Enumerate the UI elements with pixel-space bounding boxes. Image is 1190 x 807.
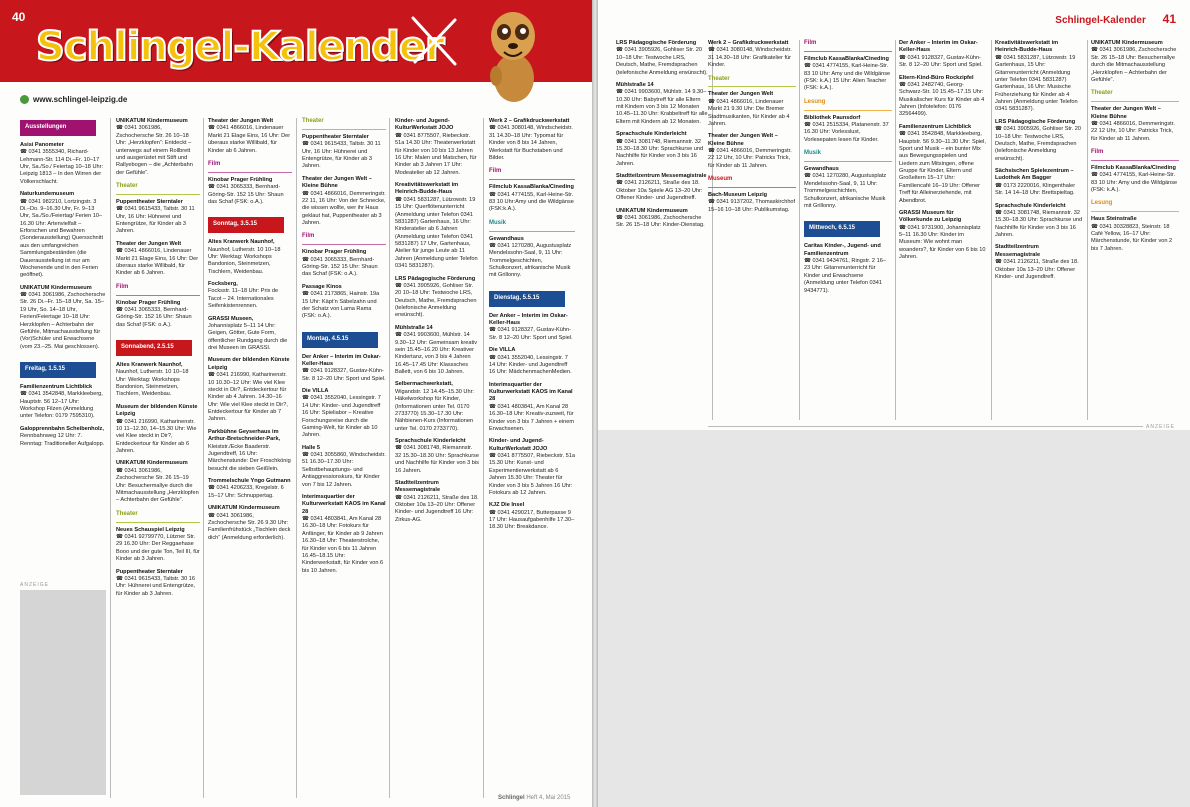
list-item: Theater der Jungen Welt – Kleine Bühne ☎ 0341 4866016, Demmeringstr. 22 12 Uhr, 10 Uhr: Patricks Trick, für Kinder ab 11 Jahren. [708,133,792,169]
column-12 [1091,40,1179,258]
list-item: Filmclub KassaBlanka/Cineding ☎ 0341 4774155, Karl-Heine-Str. 83 10 Uhr: Amy und die Wildgänse (FSK: k.A.). [1091,164,1178,194]
column-divider [110,118,111,798]
ad-placeholder [598,430,1190,807]
list-item: Naturkundemuseum ☎ 0341 982210, Lortzingstr. 3 Di.–Do. 9–16.30 Uhr, Fr. 9–13 Uhr, Sa./So./Feiertag/ Ferien 10–16.30 Uhr: Artenvielfalt – Erforschen und Bewahren (Sonderausstellung) Quersschnitt aus den umfangreichen Sammlungsbeständen (die Dauerausstellung ist nur am Wochenende und in den Ferien geöffnet). [20,191,104,279]
column-5 [395,118,479,529]
list-item: Eltern-Kind-Büro Rockzipfel ☎ 0341 2482740, Georg-Schwarz-Str. 10 15.45–17.15 Uhr: Musikalischer Kurs für Kinder ab 4 Jahren (Infotelefon: 0176 32564499). [899,74,985,118]
list-item: Sprachschule Kinderleicht ☎ 0341 3081748, Riemannstr. 32 15.30–18.30 Uhr: Sprachkurse und Nachhilfe für Kinder von 3 bis 16 Jahren. [395,438,479,474]
list-item: Galopprennbahn Scheibenholz, Rennbahnweg 12 Uhr: 7. Renntag: Traditioneller Aufgalopp. [20,425,105,447]
list-item: UNIKATUM Kindermuseum ☎ 0341 3061986, Zschochersche Str. 26 15–19 Uhr: Besuchermallye durch die Mitmachausstellung „Herzklopfen – Achterbahn der Gefühle“. [116,460,199,504]
list-item: UNIKATUM Kindermuseum ☎ 0341 3061986, Zschochersche Str. 26 10–18 Uhr: „Herzklopfen“: Entdeckt – unterwegs auf einem Rollbrett und ausgerüstet mit Stift und Rallyebogen – die „Achterbahn der Gefühle“. [116,118,193,176]
list-item: Puppentheater Sterntaler ☎ 0341 9615433, Taltstr. 30 11 Uhr, 16 Uhr: Hühnerei und Entengrütze, für Kinder ab 3 Jahren. [302,133,381,170]
list-item: UNIKATUM Kindermuseum ☎ 0341 3061986, Zschochersche Str. 26 15–18 Uhr: Besucherrallye durch die Mitmachausstellung „Herzklopfen – Achterbahn der Gefühle“. [1091,40,1177,83]
category-heading: Museum [708,176,796,188]
list-item: GRASSI Museen, Johannisplatz 5–11 14 Uhr: Geigen, Götter, Gute Form, öffentlicher Rundgang durch die drei Museen im GRASSI. [208,315,288,352]
list-item: Kreativitätswerkstatt im Heinrich-Budde-Haus ☎ 0341 5831287, Lützowstr. 19 15 Uhr: Querflötenunterricht (Anmeldung unter Telefon 0341 5831287) Gartenhaus, 16 Uhr: Kinderatelier ab 6 Jahren (Anmeldung unter Telefon 0341 5831287) 17 Uhr, Gartenhaus, Atelier für junge Leute ab 11 Jahren (Anmeldung unter Telefon 0341 5831287). [395,182,478,270]
list-item: GRASSI Museum für Völkerkunde zu Leipzig ☎ 0341 9731900, Johannisplatz 5–11 16.30 Uhr: Kinder im Museum: Wie wohnt man woanders?, für Kinder von 6 bis 10 Jahren. [899,209,986,261]
list-item: Interimsquartier der Kulturwerkstatt KAOS im Kanal 28 ☎ 0341 4803841, Am Kanal 28 16.30–18 Uhr: Fotokurs für Anfänger, für Kinder ab 9 Jahren 16.30–18 Uhr: Theaterstrolche, für Kinder von 6 bis 11 Jahren 16.45–18.15 Uhr: Kinderwerkstatt, für Kinder von 6 bis 10 Jahren. [302,493,386,574]
column-10 [899,40,987,267]
page-number: 40 [12,10,26,24]
list-item: Sprachschule Kinderleicht ☎ 0341 3081748, Riemannstr. 32 15.30–18.30 Uhr: Sprachkurse und Nachhilfe für Kinder von 3 bis 16 Jahren. [995,202,1083,238]
list-item: Altes Kranwerk Naunhof, Naunhof, Lutherstr. 10 10–18 Uhr: Werktag: Workshops Bandonion, Steinmetzen, Tischlern, Weidenbau. [208,239,281,275]
day-heading: Sonnabend, 2.5.15 [116,340,192,356]
day-heading: Dienstag, 5.5.15 [489,291,565,307]
list-item: Theater der Jungen Welt – Kleine Bühne ☎ 0341 4866016, Demmeringstr. 22 11, 16 Uhr: Von der Schnecke, die wissen wollte, wer ihr Haus geklaut hat, Puppentheater ab 3 Jahren. [302,175,386,227]
list-item: UNIKATUM Kindermuseum ☎ 0341 3061986, Zschochersche Str. 26 15–18 Uhr: Kinder-Dienstag. [616,207,705,229]
footer-issue: Heft 4, Mai 2015 [526,795,571,801]
list-item: Kinder- und Jugend-KulturWerkstatt JOJO ☎ 0341 8775507, Riebeckstr. 51a 15.30 Uhr: Kunst- und Experimentierwerkstatt ab 6 Jahren 15.30 Uhr: Theater für Kinder von 3 bis 5 Jahren 16 Uhr: Fotokurs ab 12 Jahren. [489,438,575,496]
list-item: Selbermachwerkstatt, Wigandstr. 12 14.45–15.30 Uhr: Häkelworkshop für Kinder, (Informationen unter Tel. 0170 2733770) 15.30–17.30 Uhr: Nähbienen-Kurs (Informationen unter Tel. 0170 2733770). [395,381,474,432]
list-item: Bach-Museum Leipzig ☎ 0341 9137202, Thomaskirchhof 15–16 10–18 Uhr: Publikumstag. [708,192,796,213]
column-1 [20,114,106,453]
logo [36,22,444,72]
column-9 [804,40,892,300]
website-url: www.schlingel-leipzig.de [33,95,128,104]
category-heading: Musik [804,150,892,162]
day-heading: Mittwoch, 6.5.15 [804,221,880,237]
column-8 [708,40,796,219]
list-item: Filmclub KassaBlanka/Cineding ☎ 0341 4774155, Karl-Heine-Str. 83 10 Uhr: Amy und die Wildgänse (FSK: k.A.) 15 Uhr: Alien Teacher (FSK: k.A.). [804,55,891,92]
column-3 [208,118,292,547]
globe-icon [20,95,29,104]
list-item: Theater der Jungen Welt ☎ 0341 4866016, Lindenauer Markt 21 Elage Eins, 16 Uhr: Der überaus starke Willibald, für Kinder ab 6 Jahren. [116,240,199,277]
list-item: Werk 2 – Grafikdruckwerkstatt ☎ 0341 3080148, Windscheidstr. 31 14.30–18 Uhr: Typomat für Kinder von 8 bis 14 Jahren, Werkstatt für Buchstaben und Bilder. [489,118,573,161]
list-item: Mühlstraße 14 ☎ 0341 9903600, Mühlstr. 14 9.30–10.30 Uhr: Babytreff für alle Eltern mit Kindern von 3 bis 12 Monaten 10.45–11.30 Uhr: Krabbeltreff für alle Eltern mit Kindern ab 12 Monaten. [616,81,708,125]
column-7 [616,40,708,235]
list-item: LRS Pädagogische Förderung ☎ 0341 3905926, Gohliser Str. 20 10–18 Uhr: Testwoche LRS, Deutsch, Mathe, Fremdsprachen (telefonische Anmeldung erwünscht). [395,275,477,319]
column-divider [1087,40,1088,420]
list-item: UNIKATUM Kindermuseum ☎ 0341 3061986, Zschochersche Str. 26 Di.–Fr. 15–18 Uhr, Sa. 15–19 Uhr, So. 14–18 Uhr, Ferien/Feiertage 10–18 Uhr: Herzklopfen – Achterbahn der Gefühle, Mitmachausstellung für (Vor)Schüler und Erwachsene (vom 23.–25. Mai geschlossen). [20,284,106,350]
category-heading: Theater [302,118,386,130]
list-item: Gewandhaus ☎ 0341 1270280, Augustusplatz Mendelssohn-Saal, 9, 11 Uhr: Trommelgeschichten, Schulkonzert, afrikanische Musik mit Grillonny. [489,235,572,279]
list-item: Museum der bildenden Künste Leipzig ☎ 0341 216990, Katharinenstr. 10 11–12.30, 14–15.30 Uhr: Wie viel Klee steckt in Dir?, Entdeckertour für Kinder ab 6 Jahren. [116,403,198,455]
list-item: Der Anker – Interim im Oskar-Keller-Haus ☎ 0341 9128327, Gustav-Kühn-Str. 8 12–20 Uhr: Sport und Spiel. [302,353,386,382]
day-heading: Montag, 4.5.15 [302,332,378,348]
category-heading: Film [804,40,892,52]
ad-label: ANZEIGE [1143,424,1178,430]
list-item: Haus Steinstraße ☎ 0341 30328823, Steinstr. 18 Café Yellow, 16–17 Uhr: Märchenstunde, für Kinder von 2 bis 7 Jahren. [1091,216,1173,252]
list-item: Der Anker – Interim im Oskar-Keller-Haus ☎ 0341 9128327, Gustav-Kühn-Str. 8 12–20 Uhr: Sport und Spiel. [899,40,983,69]
left-page [0,0,592,807]
list-item: Stadtteilzentrum Messemagistrale ☎ 0341 2126211, Straße des 18. Oktober 10a 13–20 Uhr: Offener Kinder- und Jugendtreff. [995,244,1079,280]
list-item: Kinobar Prager Frühling ☎ 0341 3065333, Bernhard-Göring-Str. 152 15 Uhr: Shaun das Schaf (FSK: o.A.). [302,249,378,278]
list-item: KJZ Die Insel ☎ 0341 4290217, Butterpasse 9 17 Uhr: Hausaufgabenhilfe 17.30–18.30 Uhr: Breakdance. [489,502,575,531]
category-heading: Lesung [1091,200,1179,212]
footer-brand: Schlingel [498,795,525,801]
page-number: 41 [1162,12,1176,26]
list-item: Sprachschule Kinderleicht ☎ 0341 3081748, Riemannstr. 32 15.30–18.30 Uhr: Sprachkurse und Nachhilfe für Kinder von 3 bis 16 Jahren. [616,131,704,167]
column-6 [489,118,575,537]
list-item: Kinder- und Jugend-KulturWerkstatt JOJO ☎ 0341 8775507, Riebeckstr. 51a 14.30 Uhr: Theaterwerkstatt für Kinder von 10 bis 13 Jahren 16 Uhr: Malen und Matschen, für Kinder ab 3 Jahren 17 Uhr: Modeatelier ab 12 Jahren. [395,118,477,176]
list-item: Parkbühne Geyserhaus im Arthur-Bretschneider-Park, Kleiststr./Ecke Baaderstr. Jugendtreff, 16 Uhr: Märchenstunde: Der Froschkönig besucht die sieben Geißlein. [208,428,291,472]
list-item: Trommelschule Yngo Gutmann ☎ 0341 4206233, Kregelstr. 6 15–17 Uhr: Schnuppertag. [208,478,291,499]
list-item: Kinobar Prager Frühling ☎ 0341 3065333, Bernhard-Göring-Str. 152 16 Uhr: Shaun das Schaf (FSK: o.A.). [116,299,192,328]
category-heading: Film [116,284,200,296]
logo-text: Schlingel-Kalender [36,24,444,70]
list-item: Gewandhaus ☎ 0341 1270280, Augustusplatz Mendelssohn-Saal, 9, 11 Uhr: Trommelgeschichten, Schulkonzert, afrikanische Musik mit Grillonny. [804,166,887,209]
list-item: Die VILLA ☎ 0341 3552040, Lessingstr. 7 14 Uhr: Kinder- und Jugendtreff 16 Uhr: Spieliabor – Kreative Forschungsreise durch die Gaming-Welt, für Kinder ab 10 Jahren. [302,388,381,439]
list-item: Focksberg, Focksstr. 11–18 Uhr: Prix de Tacot – 24. Internationales Seifenkistenrennen. [208,281,279,310]
category-heading: Film [1091,149,1179,161]
list-item: Die VILLA ☎ 0341 3552040, Lessingstr. 7 14 Uhr: Kinder- und Jugendtreff 16 Uhr: MädchenmachenMedien. [489,347,572,376]
meerkat-mascot-icon [478,6,548,107]
category-heading: Film [208,161,292,173]
page-footer [498,795,570,801]
list-item: Kinobar Prager Frühling ☎ 0341 3065333, Bernhard-Göring-Str. 152 15 Uhr: Shaun das Schaf (FSK: o.A.). [208,176,284,205]
column-divider [483,118,484,798]
list-item: Theater der Jungen Welt ☎ 0341 4866016, Lindenauer Markt 21 Elage Eins, 16 Uhr: Der überaus starke Willibald, für Kinder ab 6 Jahren. [208,118,291,154]
list-item: Neues Schauspiel Leipzig ☎ 0341 92799770, Lützner Str. 29 16.30 Uhr: Der Reggaehase Booo und der gute Ton, Teil III, für Kinder ab 3 Jahren. [116,526,200,563]
page-title: Schlingel-Kalender [1055,15,1146,26]
list-item: LRS Pädagogische Förderung ☎ 0341 3905926, Gohliser Str. 20 10–18 Uhr: Testwoche LRS, Deutsch, Mathe, Fremdsprachen (telefonische Anmeldung erwünscht). [995,118,1081,162]
list-item: Filmclub KassaBlanka/Cineding ☎ 0341 4774155, Karl-Heine-Str. 83 10 Uhr:Amy und die Wildgänse (FSK:k.A.). [489,184,574,213]
list-item: LRS Pädagogische Förderung ☎ 0341 3905926, Gohliser Str. 20 10–18 Uhr: Testwoche LRS, Deutsch, Mathe, Fremdsprachen (telefonische Anmeldung erwünscht). [616,40,708,76]
list-item: Caritas Kinder-, Jugend- und Familienzentrum ☎ 0341 9434761, Ringstr. 2 16–23 Uhr: Gitarrenunterricht für Kinder und Erwachsene (Anmeldung unter Telefon 0341 9434771). [804,243,886,294]
list-item: Stadtteilzentrum Messemagistrale ☎ 0341 2126211, Straße des 18. Oktober 10a Spiele AG 13–20 Uhr: Offener Kinder- und Jugendtreff. [616,173,707,202]
category-heading: Theater [1091,90,1179,102]
website-link[interactable] [20,95,127,104]
list-item: Interimsquartier der Kulturwerkstatt KAOS im Kanal 28 ☎ 0341 4803841, Am Kanal 28 16.30–18 Uhr: Kreativ-zuzweit, für Kinder von 3 bis 7 Jahren + einem Erwachsenen. [489,381,575,432]
category-heading: Theater [116,183,200,195]
cross-decoration-icon [405,12,463,75]
list-item: Bibliothek Paunsdorf ☎ 0341 2515334, Platanenstr. 37 16.30 Uhr: Vorlesslust, Vorlesepaten lesen für Kinder. [804,114,889,143]
ad-divider [708,426,1178,427]
list-item: Puppentheater Sterntaler ☎ 0341 9615433, Taltstr. 30 11 Uhr, 16 Uhr: Hühnerei und Entengrütze, für Kinder ab 3 Jahren. [116,198,195,235]
category-heading: Film [302,233,386,245]
category-heading: Film [489,168,575,180]
right-page [598,0,1190,807]
list-item: Altes Kranwerk Naunhof, Naunhof, Lutherstr. 10 10–18 Uhr: Werktag: Workshops Bandonion, Steinmetzen, Tischlern, Weidenbau. [116,361,189,398]
column-divider [991,40,992,420]
column-divider [389,118,390,798]
category-heading: Lesung [804,99,892,111]
column-2 [116,118,200,603]
day-heading: Sonntag, 3.5.15 [208,217,284,233]
category-heading: Ausstellungen [20,120,96,136]
right-page-header [1055,12,1176,26]
list-item: Asisi Panometer ☎ 0341 3555340, Richard-Lehmann-Str. 114 Di.–Fr. 10–17 Uhr, Sa./So./ Feiertag 10–18 Uhr: Leipzig 1813 – In den Wirren der Völkerschlacht. [20,141,104,185]
column-divider [296,118,297,798]
list-item: Sächsischen Spielezentrum – Ludothek Am Bagger ☎ 0173 2220016, Klingenthaler Str. 14 14–18 Uhr: Brettspieltag. [995,168,1076,197]
list-item: Museum der bildenden Künste Leipzig ☎ 0341 216990, Katharinenstr. 10 10.30–12 Uhr: Wie viel Klee steckt in Dir?, Entdeckertour für Kinder ab 4 Jahren. 14.30–16 Uhr: Wie viel Klee steckt in Dir?, Entdeckertour für Kinder ab 7 Jahren. [208,357,290,423]
list-item: UNIKATUM Kindermuseum ☎ 0341 3061986, Zschochersche Str. 26 9.30 Uhr: Familienfrühstück „Tischlein deck dich“ (Anmeldung erforderlich). [208,505,291,541]
column-divider [203,118,204,798]
list-item: Stadtteilzentrum Messemagistrale ☎ 0341 2126211, Straße des 18. Oktober 10a 13–20 Uhr: Offener Kinder- und Jugendtreff 16 Uhr: Zirkus-AG. [395,479,479,523]
list-item: Mühlstraße 14 ☎ 0341 9903600, Mühlstr. 14 9.30–12 Uhr: Gemeinsam kreativ sein 15.45–16.20 Uhr: Kreativer Kindertanz, von 3 bis 4 Jahren 16.45–17.45 Uhr: Klasssches Ballett, von 6 bis 10 Jahren. [395,324,478,375]
list-item: Theater der Jungen Welt ☎ 0341 4866016, Lindenauer Markt 21 9.30 Uhr: Die Bremer Stadtmusikanten, für Kinder ab 4 Jahren. [708,91,790,127]
list-item: Werk 2 – Grafikdruckwerkstatt ☎ 0341 3080148, Windscheidstr. 31 14.30–18 Uhr: Grafikatelier für Kinder. [708,40,792,69]
column-divider [799,40,800,420]
list-item: Familienzentrum Lichtblick ☎ 0341 3542848, Markkleeberg, Hauptstr. 56 12–17 Uhr: Workshop Filzen (Anmeldung unter Telefon: 0179 7595310). [20,383,103,420]
category-heading: Theater [708,76,796,88]
day-heading: Freitag, 1.5.15 [20,362,96,378]
ad-label: ANZEIGE [20,582,49,588]
column-divider [895,40,896,420]
category-heading: Theater [116,511,200,523]
list-item: Halle 5 ☎ 0341 3055860, Windscheidstr. 51 16.30–17.30 Uhr: Selbstbehauptungs- und Antiaggressionskurs, für Kinder von 7 bis 12 Jahren. [302,444,386,488]
list-item: Passage Kinos ☎ 0341 2173865, Hainstr. 19a 15 Uhr: Käpt’n Säbelzahn und der Schatz von Lama Rama (FSK: o.A.). [302,283,380,320]
list-item: Der Anker – Interim im Oskar-Keller-Haus ☎ 0341 9128327, Gustav-Kühn-Str. 8 12–20 Uhr: Sport und Spiel. [489,312,573,341]
column-11 [995,40,1083,286]
list-item: Theater der Jungen Welt – Kleine Bühne ☎ 0341 4866016, Demmeringstr. 22 12 Uhr, 10 Uhr: Patricks Trick, für Kinder ab 11 Jahren. [1091,106,1175,142]
ad-placeholder [20,590,106,795]
category-heading: Musik [489,220,575,232]
list-item: Familienzentrum Lichtblick ☎ 0341 3542848, Markkleeberg, Hauptstr. 56 9.30–11.30 Uhr: Spiel, Sport und Musik – ein bunter Mix aus Bewegungsspielen und Liedern zum Mitsingen, offene Gruppe für Kinder, Eltern und Großeltern 15–17 Uhr: Familiencafé 16–19 Uhr: Offener Treff für Alleinerziehende, mit Abendbrot. [899,123,986,204]
column-4 [302,118,386,580]
list-item: Kreativitätswerkstatt im Heinrich-Budde-Haus ☎ 0341 5831287, Lützowstr. 19 Gartenhaus, 15 Uhr: Gitarrenunterricht (Anmeldung unter Telefon 0341 5831287) Gartenhaus, 16 Uhr: Musische Früherziehung für Kinder ab 4 Jahren (Anmeldung unter Telefon 0341 5831287). [995,40,1078,113]
list-item: Puppentheater Sterntaler ☎ 0341 9615433, Taltstr. 30 16 Uhr: Hühnerei und Entengrütze, für Kinder ab 3 Jahren. [116,568,196,597]
